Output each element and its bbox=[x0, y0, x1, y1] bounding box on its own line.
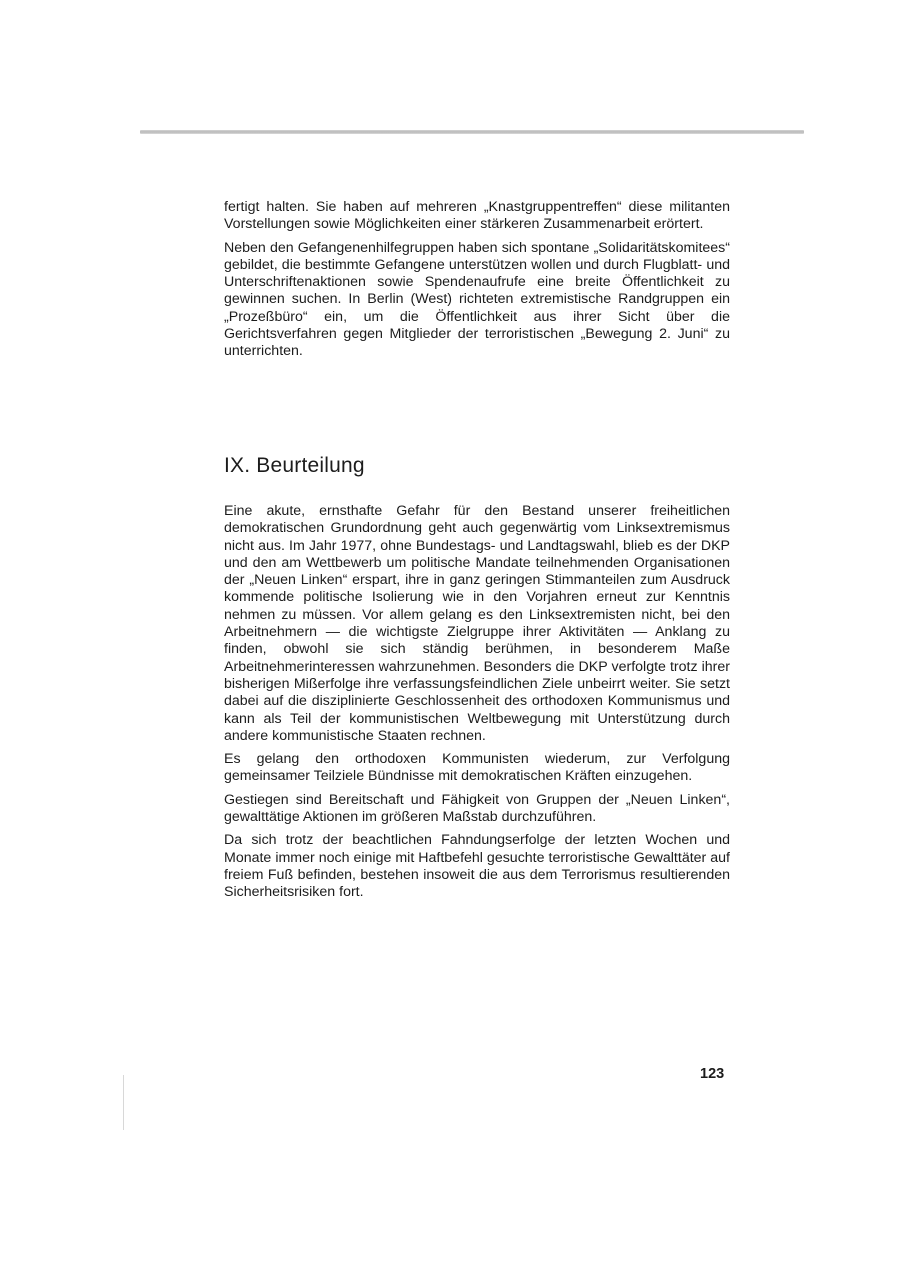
paragraph-assessment: Eine akute, ernsthafte Gefahr für den Bestand unserer freiheitlichen demokratischen Grundordnung geht auch gegenwärtig vom Linksextremismus nicht aus. Im Jahr 1977, ohne Bundestags- und Landtagswahl, blieb es der DKP und den am Wettbewerb um politische Mandate teilnehmenden Organisationen der „Neuen Linken“ erspart, ihre in ganz geringen Stimmanteilen zum Ausdruck kommende politische Isolierung wie in den Vorjahren erneut zur Kenntnis nehmen zu müssen. Vor allem gelang es den Linksextremisten nicht, bei den Arbeitnehmern — die wichtigste Zielgruppe ihrer Aktivitäten — Anklang zu finden, obwohl sie sich ständig berühmen, in besonderem Maße Arbeitnehmerinteressen wahrzunehmen. Besonders die DKP verfolgte trotz ihrer bisherigen Mißerfolge ihre verfassungsfeindlichen Ziele unbeirrt weiter. Sie setzt dabei auf die disziplinierte Geschlossenheit des orthodoxen Kommunismus und kann als Teil der kommunistischen Weltbewegung mit Unterstützung durch andere kommunistische Staaten rechnen. bbox=[224, 503, 730, 744]
page-number: 123 bbox=[700, 1066, 725, 1082]
scan-top-rule bbox=[140, 130, 804, 134]
paragraph-continued: fertigt halten. Sie haben auf mehreren „Knastgruppentreffen“ diese militanten Vorstellungen sowie Möglichkeiten einer stärkeren Zusammenarbeit erörtert. bbox=[224, 199, 730, 233]
text-block-assessment bbox=[224, 503, 730, 908]
scan-margin-mark bbox=[123, 1075, 124, 1130]
section-heading: IX. Beurteilung bbox=[224, 454, 365, 477]
text-block-top bbox=[224, 199, 730, 367]
paragraph-solidarity-committees: Neben den Gefangenenhilfegruppen haben sich spontane „Solidaritätskomitees“ gebildet, die bestimmte Gefangene unterstützen wollen und durch Flugblatt- und Unterschriftenaktionen sowie Spendenaufrufe eine breite Öffentlichkeit zu gewinnen suchen. In Berlin (West) richteten extremistische Randgruppen ein „Prozeßbüro“ ein, um die Öffentlichkeit aus ihrer Sicht über die Gerichtsverfahren gegen Mitglieder der terroristischen „Bewegung 2. Juni“ zu unterrichten. bbox=[224, 239, 730, 360]
paragraph-security-risks: Da sich trotz der beachtlichen Fahndungserfolge der letzten Wochen und Monate immer noch einige mit Haftbefehl gesuchte terroristische Gewalttäter auf freiem Fuß befinden, bestehen insoweit die aus dem Terrorismus resultierenden Sicherheitsrisiken fort. bbox=[224, 832, 730, 901]
paragraph-alliances: Es gelang den orthodoxen Kommunisten wiederum, zur Verfolgung gemeinsamer Teilziele Bündnisse mit demokratischen Kräften einzugehen. bbox=[224, 751, 730, 785]
paragraph-new-left-violence: Gestiegen sind Bereitschaft und Fähigkeit von Gruppen der „Neuen Linken“, gewalttätige Aktionen im größeren Maßstab durchzuführen. bbox=[224, 791, 730, 826]
